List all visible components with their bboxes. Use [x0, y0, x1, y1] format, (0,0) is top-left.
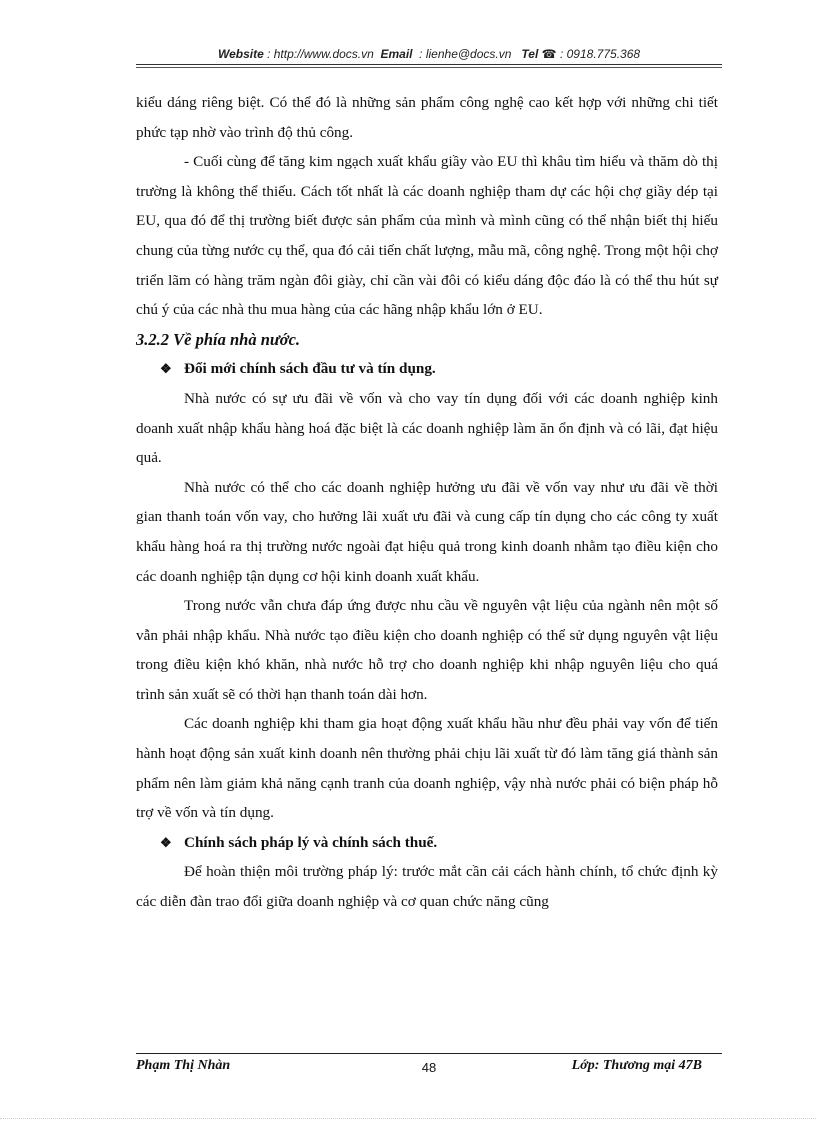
bullet-heading-1-text: Đổi mới chính sách đầu tư và tín dụng.	[184, 360, 436, 378]
tel-label: Tel	[521, 47, 539, 61]
paragraph-4: Nhà nước có thể cho các doanh nghiệp hưởng ưu đãi về vốn vay như ưu đãi về thời gian thanh toán vốn vay, cho hưởng lãi xuất ưu đãi và cung cấp tín dụng cho các công ty xuất khẩu hàng hoá ra thị trường nước ngoài đạt hiệu quả trong kinh doanh nhằm tạo điều kiện cho các doanh nghiệp tận dụng cơ hội kinh doanh xuất khẩu.	[136, 478, 718, 585]
diamond-bullet-icon: ❖	[160, 361, 172, 377]
paragraph-6: Các doanh nghiệp khi tham gia hoạt động xuất khẩu hầu như đều phải vay vốn để tiến hành hoạt động sản xuất kinh doanh nên thường phải chịu lãi xuất từ đó làm tăng giá thành sản phẩm nên làm giảm khả năng cạnh tranh của doanh nghiệp, vậy nhà nước phải có biện pháp hỗ trợ về vốn và tín dụng.	[136, 715, 718, 822]
tel-value: : 0918.775.368	[559, 47, 641, 61]
paragraph-7: Để hoàn thiện môi trường pháp lý: trước mắt cần cải cách hành chính, tổ chức định kỳ các diễn đàn trao đổi giữa doanh nghiệp và cơ quan chức năng cũng	[136, 863, 718, 911]
website-value: : http://www.docs.vn	[267, 47, 374, 61]
footer-class: Lớp: Thương mại 47B	[571, 1058, 702, 1073]
website-label: Website	[217, 47, 264, 61]
telephone-icon: ☎	[541, 47, 557, 61]
bullet-heading-1	[136, 354, 718, 384]
section-heading: 3.2.2 Về phía nhà nước.	[136, 329, 301, 349]
footer-rule	[136, 1053, 722, 1054]
footer-author: Phạm Thị Nhàn	[136, 1058, 231, 1073]
email-value: : lienhe@docs.vn	[419, 47, 512, 61]
paragraph-3: Nhà nước có sự ưu đãi về vốn và cho vay tín dụng đối với các doanh nghiệp kinh doanh xuất nhập khẩu hàng hoá đặc biệt là các doanh nghiệp làm ăn ổn định và có lãi, đạt hiệu quả.	[136, 389, 718, 467]
email-label: Email	[380, 47, 413, 61]
bullet-heading-2-text: Chính sách pháp lý và chính sách thuế.	[184, 833, 438, 851]
bullet-heading-2	[136, 828, 718, 858]
paragraph-5: Trong nước vẫn chưa đáp ứng được nhu cầu về nguyên vật liệu của ngành nên một số vẫn phải nhập khẩu. Nhà nước tạo điều kiện cho doanh nghiệp có thể sử dụng nguyên vật liệu trong điều kiện khó khăn, nhà nước hỗ trợ cho doanh nghiệp khi nhập nguyên liệu cho quá trình sản xuất sẽ có thời hạn thanh toán dài hơn.	[136, 597, 718, 703]
page-edge-divider	[0, 1118, 816, 1119]
header-rule	[136, 64, 722, 68]
page-number: 48	[421, 1060, 437, 1075]
paragraph-1: kiểu dáng riêng biệt. Có thể đó là những sản phẩm công nghệ cao kết hợp với những chi tiết phức tạp nhờ vào trình độ thủ công.	[136, 94, 718, 141]
document-body	[136, 88, 718, 917]
page-header	[136, 47, 722, 61]
paragraph-2: - Cuối cùng để tăng kim ngạch xuất khẩu giầy vào EU thì khâu tìm hiểu và thăm dò thị trường là không thể thiếu. Cách tốt nhất là các doanh nghiệp tham dự các hội chợ giầy dép tại EU, qua đó để thị trường biết được sản phẩm của mình và mình cũng có thể nhận biết thị hiếu chung của từng nước cụ thể, qua đó cải tiến chất lượng, mẫu mã, công nghệ. Trong một hội chợ triển lãm có hàng trăm ngàn đôi giày, chỉ cần vài đôi có kiểu dáng độc đáo là có thể thu hút sự chú ý của các nhà thu mua hàng của các hãng nhập khẩu lớn ở EU.	[136, 153, 718, 319]
page-footer	[136, 1058, 722, 1080]
diamond-bullet-icon: ❖	[160, 834, 172, 850]
